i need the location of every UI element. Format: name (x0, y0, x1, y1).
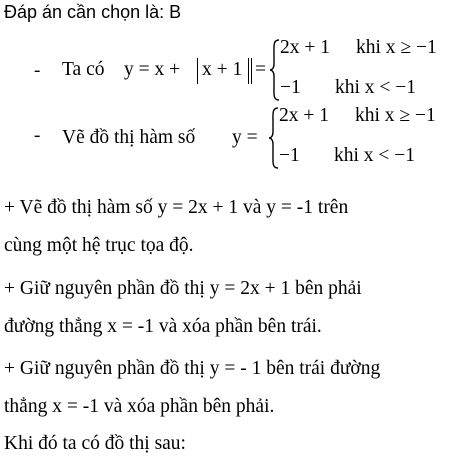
bullet-dash: - (34, 125, 41, 146)
equation-lhs: y = (232, 127, 258, 148)
paragraph-line: + Vẽ đồ thị hàm số y = 2x + 1 và y = -1 trên (4, 197, 349, 218)
bullet-dash: - (34, 60, 41, 81)
case-1-condition: khi x ≥ −1 (355, 105, 436, 126)
case-1-condition: khi x ≥ −1 (356, 37, 437, 58)
equation-left (124, 58, 180, 82)
absolute-value-bar-left (197, 58, 198, 84)
paragraph-line: + Giữ nguyên phần đồ thị y = 2x + 1 bên phải (4, 278, 362, 299)
paragraph-line: thẳng x = -1 và xóa phần bên phải. (4, 396, 275, 417)
answer-line: Đáp án cần chọn là: B (4, 2, 182, 22)
absolute-value-bar-right-2 (251, 58, 252, 84)
case-1-expression: 2x + 1 (279, 105, 329, 126)
equals-sign: = (255, 59, 266, 80)
paragraph-line: Khi đó ta có đồ thị sau: (4, 433, 186, 454)
case-2-condition: khi x < −1 (334, 145, 416, 166)
paragraph-line: + Giữ nguyên phần đồ thị y = - 1 bên trái đường (4, 358, 381, 379)
step-prefix: Ta có (62, 59, 105, 80)
absolute-value-bar-right (248, 58, 249, 84)
equation-lhs: y = x + (124, 59, 181, 80)
paragraph-line: cùng một hệ trục tọa độ. (4, 235, 194, 256)
absolute-value-inner: x + 1 (202, 59, 243, 80)
case-2-expression: −1 (279, 145, 300, 166)
step-prefix: Vẽ đồ thị hàm số (62, 127, 196, 148)
paragraph-line: đường thẳng x = -1 và xóa phần bên trái. (4, 316, 322, 337)
case-2-expression: −1 (280, 77, 301, 98)
case-2-condition: khi x < −1 (335, 77, 417, 98)
case-1-expression: 2x + 1 (280, 37, 330, 58)
